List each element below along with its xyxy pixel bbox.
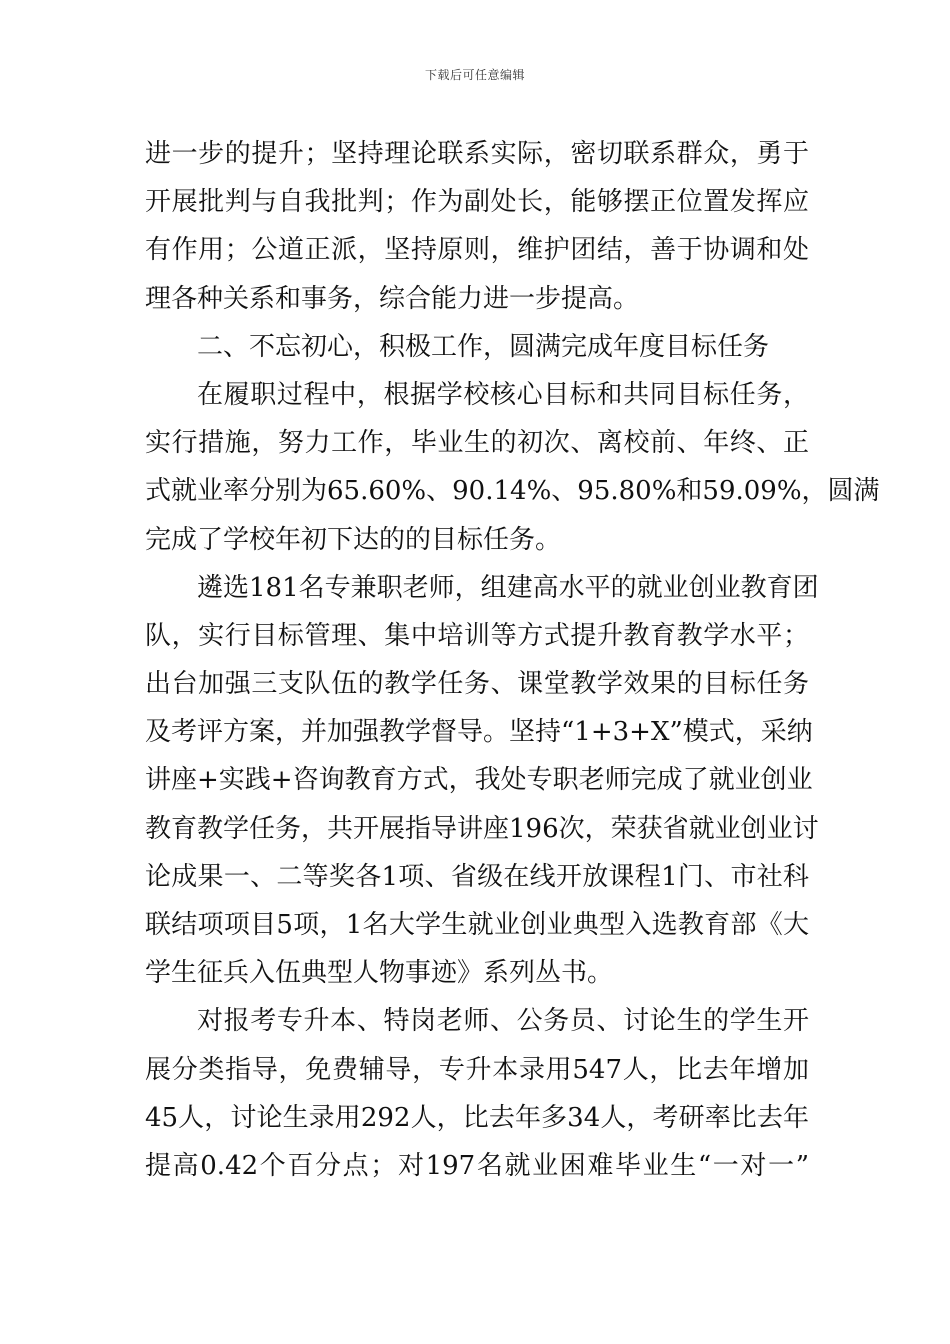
text-line: 有作用；公道正派，坚持原则，维护团结，善于协调和处 (145, 235, 809, 266)
page-header: 下载后可任意编辑 (424, 68, 525, 82)
text-line: 式就业率分别为65.60%、90.14%、95.80%和59.09%，圆满 (145, 476, 880, 507)
body-text (145, 130, 880, 1190)
text-line: 论成果一、二等奖各1项、省级在线开放课程1门、市社科 (145, 861, 809, 892)
text-line: 联结项项目5项，1名大学生就业创业典型入选教育部《大 (145, 910, 809, 940)
text-line: 学生征兵入伍典型人物事迹》系列丛书。 (145, 958, 614, 989)
text-line: 二、不忘初心，积极工作，圆满完成年度目标任务 (197, 331, 770, 362)
text-line: 开展批判与自我批判；作为副处长，能够摆正位置发挥应 (145, 187, 809, 218)
text-line: 遴选181名专兼职老师，组建高水平的就业创业教育团 (197, 572, 819, 603)
text-line: 进一步的提升；坚持理论联系实际，密切联系群众，勇于 (145, 139, 809, 169)
text-line: 教育教学任务，共开展指导讲座196次，荣获省就业创业讨 (145, 813, 819, 844)
text-line: 在履职过程中，根据学校核心目标和共同目标任务， (197, 379, 809, 410)
text-line: 提高0.42个百分点；对197名就业困难毕业生“一对一” (145, 1150, 809, 1181)
text-line: 45人，讨论生录用292人，比去年多34人，考研率比去年 (145, 1102, 809, 1133)
text-line: 对报考专升本、特岗老师、公务员、讨论生的学生开 (197, 1006, 809, 1037)
text-line: 完成了学校年初下达的的目标任务。 (145, 524, 562, 555)
text-line: 出台加强三支队伍的教学任务、课堂教学效果的目标任务 (145, 669, 809, 700)
text-line: 展分类指导，免费辅导，专升本录用547人，比去年增加 (145, 1054, 809, 1085)
text-line: 理各种关系和事务，综合能力进一步提高。 (145, 283, 640, 314)
text-line: 队，实行目标管理、集中培训等方式提升教育教学水平； (145, 620, 809, 651)
text-line: 及考评方案，并加强教学督导。坚持“1+3+X”模式，采纳 (145, 717, 813, 748)
text-line: 讲座+实践+咨询教育方式，我处专职老师完成了就业创业 (145, 765, 813, 796)
text-line: 实行措施，努力工作，毕业生的初次、离校前、年终、正 (145, 428, 809, 459)
